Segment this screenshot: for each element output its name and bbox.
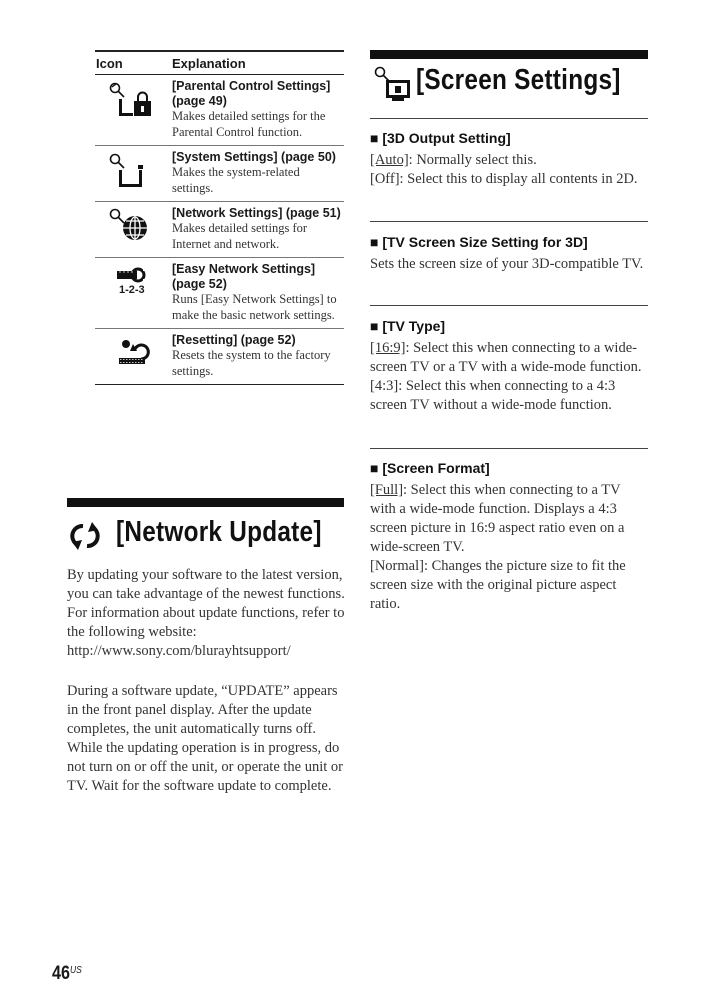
screen-settings-icon <box>370 64 414 107</box>
section-heading: ■ [Screen Format] <box>370 460 490 476</box>
divider <box>370 221 648 222</box>
option-text: : Select this when connecting to a TV with a wide-mode function. Displays a 4:3 screen picture in 16:9 aspect ratio even on a wide-screen TV. <box>370 482 625 555</box>
section-heading: ■ [3D Output Setting] <box>370 130 511 146</box>
row-title: [Resetting] (page 52) <box>172 333 296 347</box>
header-explanation: Explanation <box>172 56 246 71</box>
refresh-icon <box>68 520 102 557</box>
page-suffix: US <box>69 965 82 976</box>
table-row <box>95 202 344 258</box>
section-heading: ■ [TV Type] <box>370 318 446 334</box>
row-title: [Network Settings] (page 51) <box>172 206 341 220</box>
row-description: Resets the system to the factory settings. <box>172 348 331 378</box>
parental-control-icon <box>99 81 167 126</box>
row-title: [System Settings] (page 50) <box>172 150 336 164</box>
header-icon: Icon <box>96 56 123 71</box>
option-text: : Select this when connecting to a wide-screen TV or a TV with a wide-mode function. <box>370 340 642 375</box>
option-label: [16:9] <box>370 340 406 356</box>
section-tv-type <box>370 317 648 415</box>
network-update-bar <box>67 498 344 507</box>
easy-network-caption: 1-2-3 <box>119 284 145 296</box>
row-description: Makes detailed settings for the Parental Control function. <box>172 109 326 139</box>
screen-settings-bar <box>370 50 648 59</box>
table-row <box>95 146 344 202</box>
row-description: Makes detailed settings for Internet and network. <box>172 221 308 251</box>
network-settings-icon <box>99 207 167 252</box>
row-title: [Parental Control Settings] (page 49) <box>172 79 331 108</box>
support-url: http://www.sony.com/blurayhtsupport/ <box>67 643 291 659</box>
row-description: Runs [Easy Network Settings] to make the basic network settings. <box>172 292 337 322</box>
page-number <box>52 963 82 985</box>
table-row <box>95 258 344 329</box>
table-header <box>95 50 344 75</box>
section-screen-format <box>370 459 648 614</box>
option-label: [Normal] <box>370 558 424 574</box>
network-update-paragraph: During a software update, “UPDATE” appears in the front panel display. After the update completes, the unit automatically turns off. <box>67 683 338 737</box>
divider <box>370 448 648 449</box>
table-row <box>95 75 344 146</box>
option-text: : Select this when connecting to a 4:3 screen TV without a wide-mode function. <box>370 378 616 413</box>
system-settings-icon <box>99 152 167 197</box>
screen-settings-title: [Screen Settings] <box>416 64 621 96</box>
network-update-paragraph: While the updating operation is in progress, do not turn on or off the unit, or operate the unit or TV. Wait for the software update to complete. <box>67 740 343 794</box>
row-description: Makes the system-related settings. <box>172 165 300 195</box>
option-label: [Off] <box>370 171 400 187</box>
row-title: [Easy Network Settings] (page 52) <box>172 262 316 291</box>
resetting-icon <box>99 335 167 372</box>
section-3d-output <box>370 129 648 189</box>
section-tv-screen-size <box>370 233 648 274</box>
section-heading: ■ [TV Screen Size Setting for 3D] <box>370 234 588 250</box>
option-label: [4:3] <box>370 378 399 394</box>
option-text: : Normally select this. <box>408 152 537 168</box>
page-number-value: 46 <box>52 963 70 984</box>
option-text: : Changes the picture size to fit the screen size with the original picture aspect ratio. <box>370 558 626 612</box>
network-update-body <box>67 566 347 796</box>
divider <box>370 305 648 306</box>
network-update-paragraph: For information about update functions, refer to the following website: <box>67 605 345 640</box>
option-text: : Select this to display all contents in 2D. <box>399 171 638 187</box>
network-update-title: [Network Update] <box>116 516 322 548</box>
option-label: [Full] <box>370 482 404 498</box>
easy-network-icon <box>99 264 167 296</box>
icon-explanation-table <box>95 50 344 385</box>
network-update-paragraph: By updating your software to the latest version, you can take advantage of the newest functions. <box>67 567 345 602</box>
option-label: [Auto] <box>370 152 409 168</box>
table-row <box>95 329 344 385</box>
divider <box>370 118 648 119</box>
section-text: Sets the screen size of your 3D-compatible TV. <box>370 256 644 272</box>
